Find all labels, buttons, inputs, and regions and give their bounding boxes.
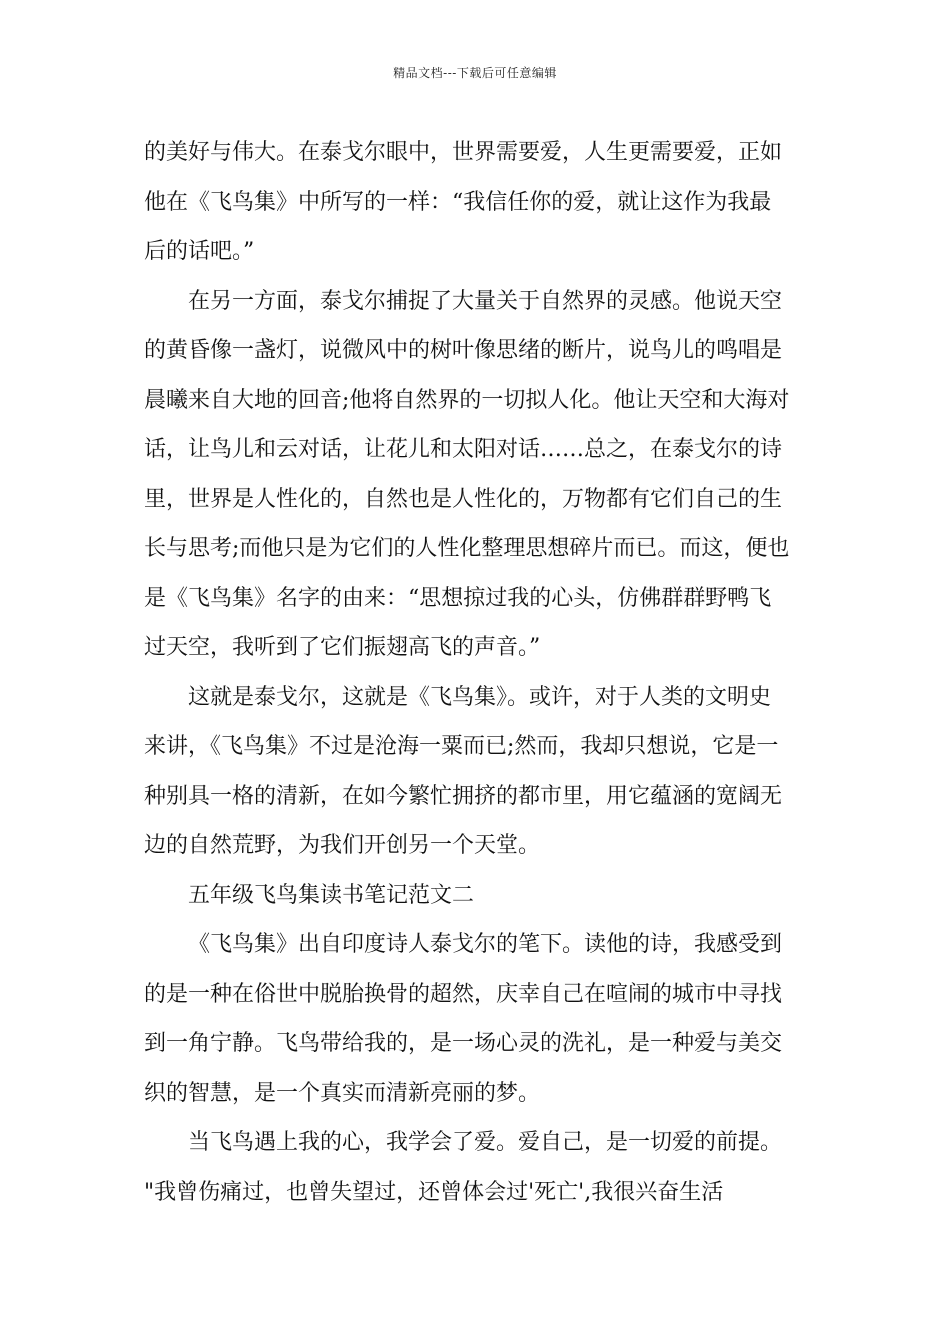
text-line: 在另一方面，泰戈尔捕捉了大量关于自然界的灵感。他说天空 bbox=[188, 288, 783, 314]
text-line: 《飞鸟集》出自印度诗人泰戈尔的笔下。读他的诗，我感受到 bbox=[188, 932, 783, 957]
text-line: 的美好与伟大。在泰戈尔眼中，世界需要爱，人生更需要爱，正如 bbox=[144, 140, 783, 165]
text-line: 话，让鸟儿和云对话，让花儿和太阳对话……总之，在泰戈尔的诗 bbox=[144, 437, 783, 462]
text-line: 这就是泰戈尔，这就是《飞鸟集》。或许，对于人类的文明史 bbox=[188, 684, 772, 710]
text-line: "我曾伤痛过，也曾失望过，还曾体会过'死亡',我很兴奋生活 bbox=[144, 1179, 724, 1205]
text-line: 当飞鸟遇上我的心，我学会了爱。爱自己，是一切爱的前提。 bbox=[188, 1130, 783, 1155]
text-line: 到一角宁静。飞鸟带给我的，是一场心灵的洗礼，是一种爱与美交 bbox=[144, 1031, 783, 1056]
text-line: 过天空，我听到了它们振翅高飞的声音。” bbox=[144, 635, 541, 660]
text-line: 里，世界是人性化的，自然也是人性化的，万物都有它们自己的生 bbox=[144, 486, 783, 512]
text-line: 种别具一格的清新，在如今繁忙拥挤的都市里，用它蕴涵的宽阔无 bbox=[144, 783, 783, 809]
text-line: 来讲，《飞鸟集》不过是沧海一粟而已;然而，我却只想说，它是一 bbox=[144, 734, 779, 759]
text-line: 是《飞鸟集》名字的由来：“思想掠过我的心头，仿佛群群野鸭飞 bbox=[144, 585, 772, 611]
text-line: 的是一种在俗世中脱胎换骨的超然，庆幸自己在喧闹的城市中寻找 bbox=[144, 981, 783, 1007]
text-line: 他在《飞鸟集》中所写的一样：“我信任你的爱，就让这作为我最 bbox=[144, 189, 772, 215]
text-line: 的黄昏像一盏灯，说微风中的树叶像思绪的断片，说鸟儿的鸣唱是 bbox=[144, 338, 783, 363]
text-line: 长与思考;而他只是为它们的人性化整理思想碎片而已。而这，便也 bbox=[144, 536, 790, 561]
text-line: 晨曦来自大地的回音;他将自然界的一切拟人化。他让天空和大海对 bbox=[144, 387, 790, 413]
text-line: 五年级飞鸟集读书笔记范文二 bbox=[188, 882, 475, 908]
text-line: 后的话吧。” bbox=[144, 239, 255, 264]
text-line: 边的自然荒野，为我们开创另一个天堂。 bbox=[144, 833, 541, 858]
page-header: 精品文档---下载后可任意编辑 bbox=[393, 66, 557, 80]
text-line: 织的智慧，是一个真实而清新亮丽的梦。 bbox=[144, 1080, 541, 1106]
document-body bbox=[144, 128, 810, 1217]
